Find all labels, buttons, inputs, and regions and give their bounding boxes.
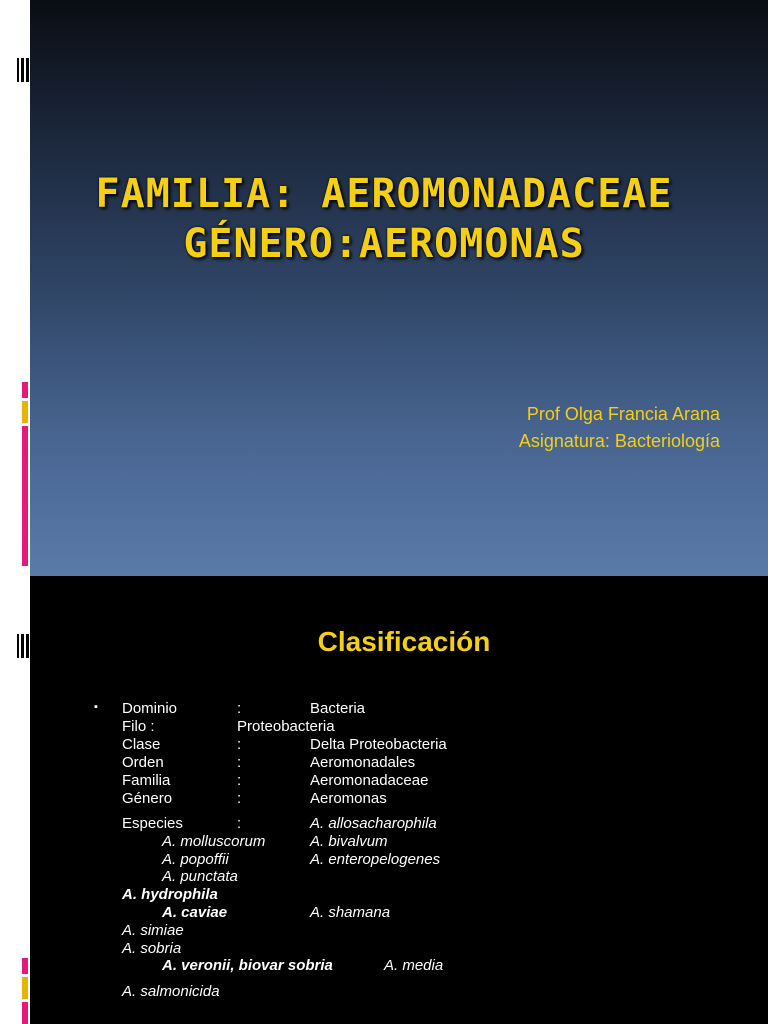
row-label: Género xyxy=(122,790,173,807)
slide-heading: Clasificación xyxy=(317,626,491,657)
species-item: A. popoffii xyxy=(162,851,229,868)
row-value: Proteobacteria xyxy=(237,718,335,735)
species-item: A. caviae xyxy=(162,904,228,921)
species-item: A. enteropelogenes xyxy=(310,851,441,868)
species-item: A. veronii, biovar sobria xyxy=(162,957,333,974)
species-item: A. allosacharophila xyxy=(310,815,437,832)
row-sep: : xyxy=(237,772,242,789)
row-value: Aeromonadales xyxy=(310,754,416,771)
species-item: A. bivalvum xyxy=(310,833,388,850)
slide-title-line1: FAMILIA: AEROMONADACEAE xyxy=(95,171,673,217)
species-item: A. shamana xyxy=(310,904,391,921)
row-label: Orden xyxy=(122,754,164,771)
accent-pink-bar xyxy=(22,426,28,566)
row-sep: : xyxy=(237,736,242,753)
author-name: Prof Olga Francia Arana xyxy=(526,404,720,424)
barcode-decoration xyxy=(17,58,29,82)
row-value: Aeromonadaceae xyxy=(310,772,429,789)
accent-gold-block xyxy=(22,401,28,423)
classification-slide xyxy=(0,576,768,1024)
accent-pink-block xyxy=(22,382,28,398)
slide-title-line2: GÉNERO:AEROMONAS xyxy=(183,221,585,267)
species-item: A. simiae xyxy=(122,922,184,939)
species-item: A. punctata xyxy=(162,868,238,885)
row-sep: : xyxy=(237,790,242,807)
accent-pink-block xyxy=(22,958,28,974)
row-sep: : xyxy=(237,754,242,771)
row-label: Clase xyxy=(122,736,161,753)
row-value: Delta Proteobacteria xyxy=(310,736,447,753)
accent-gold-block xyxy=(22,977,28,999)
accent-pink-bar xyxy=(22,1002,28,1024)
bullet-icon: ▪ xyxy=(94,701,98,713)
species-item: A. sobria xyxy=(122,940,182,957)
species-item: A. molluscorum xyxy=(162,833,266,850)
species-item: A. hydrophila xyxy=(122,886,218,903)
subject-name: Asignatura: Bacteriología xyxy=(518,431,720,451)
row-label: Filo : xyxy=(122,718,155,735)
row-label: Familia xyxy=(122,772,171,789)
especies-label: Especies xyxy=(122,815,183,832)
species-item: A. salmonicida xyxy=(122,983,220,1000)
row-value: Bacteria xyxy=(310,700,366,717)
row-sep: : xyxy=(237,700,242,717)
row-label: Dominio xyxy=(122,700,178,717)
row-value: Aeromonas xyxy=(310,790,387,807)
species-item: A. media xyxy=(384,957,444,974)
especies-sep: : xyxy=(237,815,242,832)
